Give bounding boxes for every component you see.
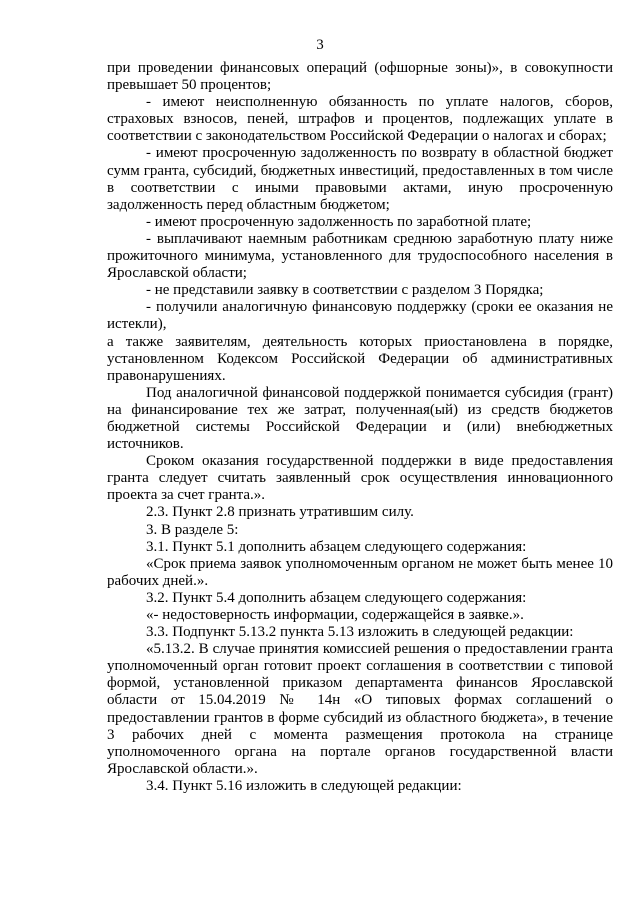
page-number: 3 — [316, 37, 324, 53]
paragraph: - имеют просроченную задолженность по возврату в областной бюджет сумм гранта, субсидий, бюджетных инвестиций, предоставленных в том числе в соответствии с иными правовыми актами, иную просроченную задолженность перед областным бюджетом; — [107, 145, 613, 213]
paragraph: - имеют неисполненную обязанность по уплате налогов, сборов, страховых взносов, пеней, штрафов и процентов, подлежащих уплате в соответствии с законодательством Российской Федерации о налогах и сборах; — [107, 94, 613, 145]
paragraph: «- недостоверность информации, содержащейся в заявке.». — [146, 607, 524, 623]
paragraph: 2.3. Пункт 2.8 признать утратившим силу. — [146, 504, 414, 521]
paragraph: «5.13.2. В случае принятия комиссией решения о предоставлении гранта уполномоченный орган готовит проект соглашения в соответствии с типовой формой, установленной приказом департамента финансов Ярославской области от 15.04.2019 № 14н «О типовых формах соглашений о предоставлении грантов в форме субсидий из областного бюджета», в течение 3 рабочих дней с момента размещения протокола на странице уполномоченного органа на портале органов государственной власти Ярославской области.». — [107, 641, 613, 777]
paragraph: 3. В разделе 5: — [146, 521, 239, 538]
paragraph: - не представили заявку в соответствии с разделом 3 Порядка; — [146, 282, 544, 299]
paragraph: а также заявителям, деятельность которых приостановлена в порядке, установленном Кодексом Российской Федерации об административных правонарушениях. — [107, 333, 613, 384]
paragraph: Сроком оказания государственной поддержки в виде предоставления гранта следует считать заявленный срок осуществления инновационного проекта за счет гранта.». — [107, 453, 613, 504]
paragraph: 3.1. Пункт 5.1 дополнить абзацем следующего содержания: — [146, 538, 527, 555]
paragraph: 3.4. Пункт 5.16 изложить в следующей редакции: — [146, 777, 462, 794]
paragraph: 3.2. Пункт 5.4 дополнить абзацем следующего содержания: — [146, 589, 527, 606]
document-body — [107, 60, 613, 795]
paragraph: «Срок приема заявок уполномоченным органом не может быть менее 10 рабочих дней.». — [107, 555, 613, 589]
paragraph: Под аналогичной финансовой поддержкой понимается субсидия (грант) на финансирование тех же затрат, полученная(ый) из средств бюджетов бюджетной системы Российской Федерации и (или) внебюджетных источников. — [107, 384, 613, 453]
paragraph: при проведении финансовых операций (офшорные зоны)», в совокупности превышает 50 процентов; — [107, 60, 613, 94]
paragraph: - имеют просроченную задолженность по заработной плате; — [146, 213, 532, 230]
paragraph: - получили аналогичную финансовую поддержку (сроки ее оказания не истекли), — [107, 299, 613, 333]
paragraph: - выплачивают наемным работникам среднюю заработную плату ниже прожиточного минимума, установленного для трудоспособного населения в Ярославской области; — [107, 230, 613, 282]
paragraph: 3.3. Подпункт 5.13.2 пункта 5.13 изложить в следующей редакции: — [146, 624, 574, 641]
